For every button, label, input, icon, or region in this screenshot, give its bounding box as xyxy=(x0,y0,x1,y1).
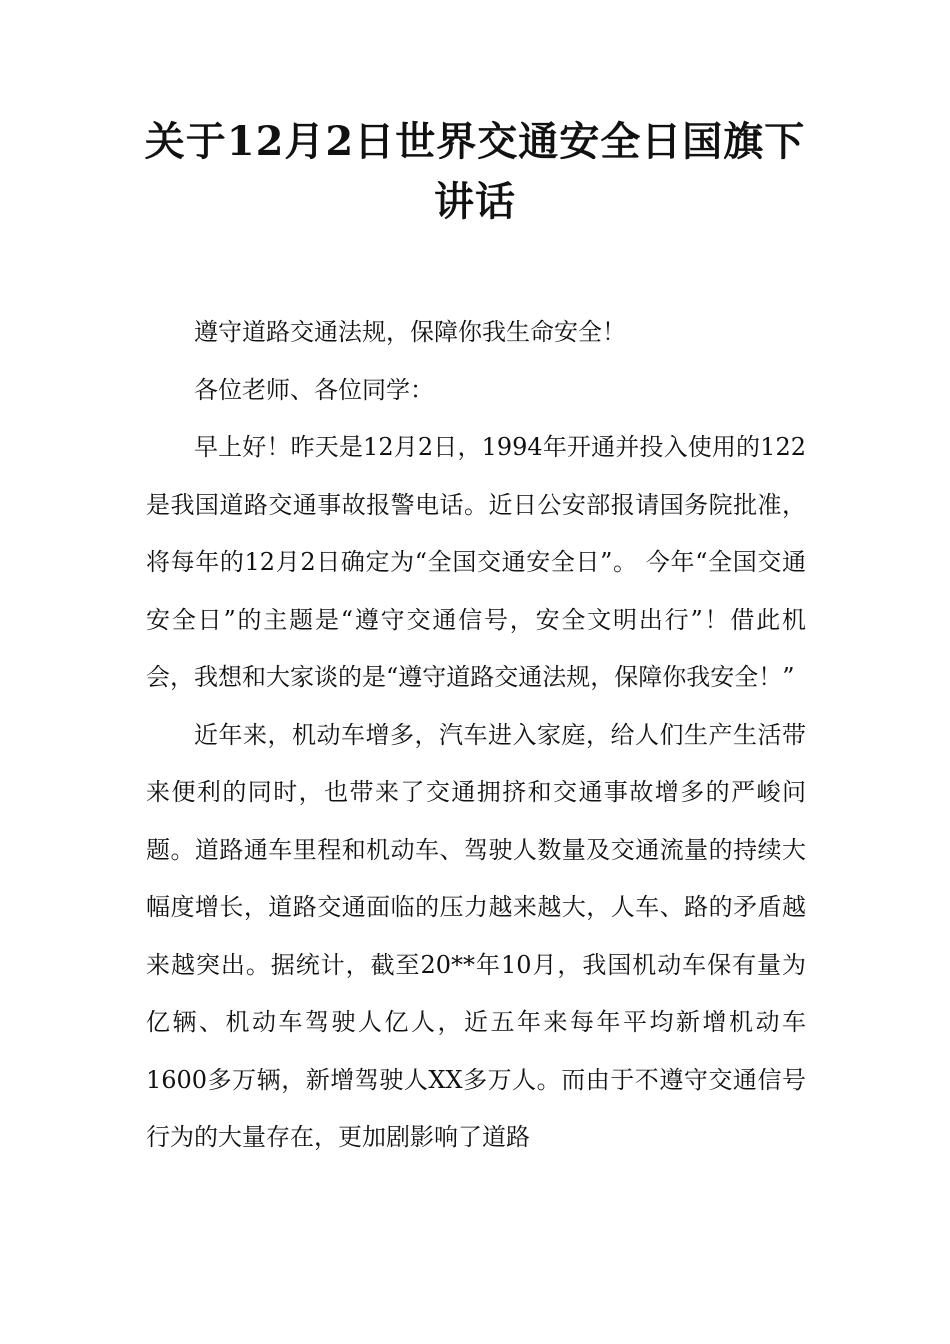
paragraph-intro: 早上好！昨天是12月2日，1994年开通并投入使用的122是我国道路交通事故报警电话。近日公安部报请国务院批准，将每年的12月2日确定为“全国交通安全日”。 今年“全国交通安全日”的主题是“遵守交通信号，安全文明出行”！借此机会，我想和大家谈的是“遵守道路交通法规，保障你我安全！” xyxy=(146,433,806,691)
paragraph-statistics: 近年来，机动车增多，汽车进入家庭，给人们生产生活带来便利的同时，也带来了交通拥挤和交通事故增多的严峻问题。道路通车里程和机动车、驾驶人数量及交通流量的持续大幅度增长，道路交通面临的压力越来越大，人车、路的矛盾越来越突出。据统计，截至20**年10月，我国机动车保有量为亿辆、机动车驾驶人亿人，近五年来每年平均新增机动车1600多万辆，新增驾驶人XX多万人。而由于不遵守交通信号行为的大量存在，更加剧影响了道路 xyxy=(146,720,806,1151)
document-body xyxy=(146,304,806,1167)
paragraph-slogan: 遵守道路交通法规，保障你我生命安全！ xyxy=(194,318,626,346)
paragraph-greeting: 各位老师、各位同学： xyxy=(194,375,434,404)
document-title: 关于12月2日世界交通安全日国旗下讲话 xyxy=(144,118,806,225)
